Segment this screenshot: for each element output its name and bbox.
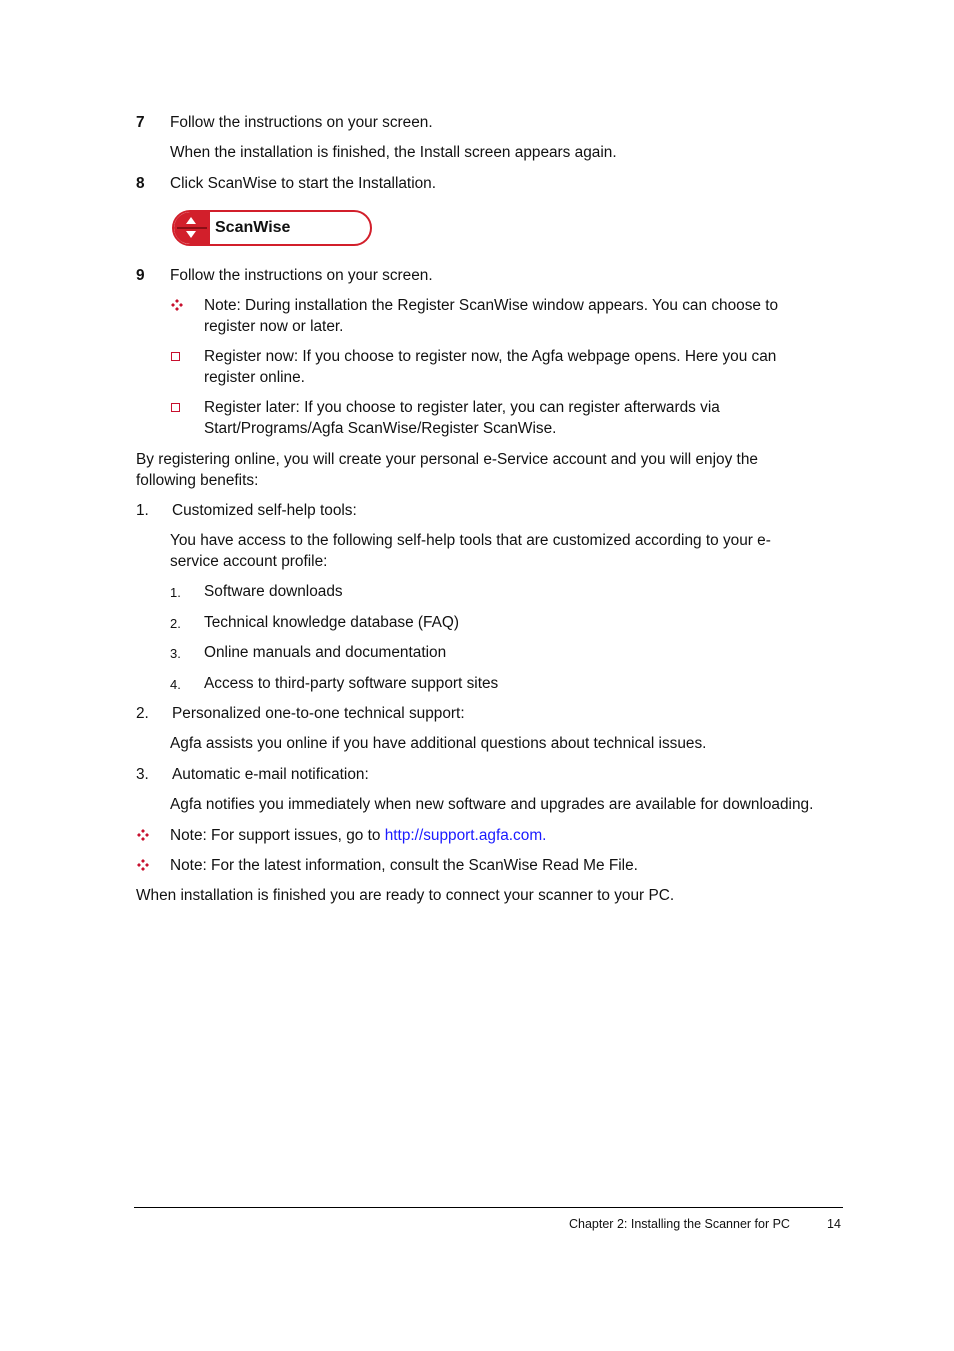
subitem-number: 4.: [170, 677, 181, 692]
note-line: Note: During installation the Register ScanWise window appears. You can choose to: [204, 297, 779, 314]
footer-chapter: Chapter 2: Installing the Scanner for PC: [569, 1217, 790, 1231]
footer-page-number: 14: [827, 1217, 841, 1231]
step-number: 9: [136, 267, 145, 284]
subitem-text: Access to third-party software support sites: [204, 675, 499, 692]
square-bullet-icon: [171, 352, 180, 361]
bullet-line: register online.: [204, 369, 305, 386]
subitem-number: 1.: [170, 585, 181, 600]
bullet-line: Register later: If you choose to register later, you can register afterwards via: [204, 399, 720, 416]
benefit-description: You have access to the following self-help tools that are customized according to your e-: [170, 532, 771, 549]
benefit-number: 3.: [136, 766, 149, 783]
square-bullet-icon: [171, 403, 180, 412]
benefit-number: 2.: [136, 705, 149, 722]
benefit-description: Agfa assists you online if you have additional questions about technical issues.: [170, 735, 707, 752]
bullet-line: Start/Programs/Agfa ScanWise/Register ScanWise.: [204, 420, 557, 437]
support-note: [170, 825, 546, 846]
scanwise-button-label: ScanWise: [215, 219, 291, 236]
support-note-suffix: .: [542, 827, 547, 844]
subitem-text: Software downloads: [204, 583, 343, 600]
subitem-text: Online manuals and documentation: [204, 644, 447, 661]
step-followup: When the installation is finished, the Install screen appears again.: [170, 144, 617, 161]
closing-paragraph: When installation is finished you are ready to connect your scanner to your PC.: [136, 887, 675, 904]
support-link[interactable]: http://support.agfa.com: [384, 827, 543, 844]
diamond-bullet-icon: [171, 299, 183, 311]
benefit-description: Agfa notifies you immediately when new software and upgrades are available for downloading.: [170, 796, 814, 813]
benefit-title: Automatic e-mail notification:: [172, 766, 369, 783]
subitem-number: 2.: [170, 616, 181, 631]
scanwise-arrows-icon: [174, 212, 210, 244]
benefit-description: service account profile:: [170, 553, 328, 570]
note-line: register now or later.: [204, 318, 344, 335]
support-note-prefix: Note: For support issues, go to: [170, 827, 385, 844]
footer-divider: [134, 1207, 843, 1208]
benefit-title: Customized self-help tools:: [172, 502, 357, 519]
bullet-line: Register now: If you choose to register now, the Agfa webpage opens. Here you can: [204, 348, 777, 365]
step-number: 8: [136, 175, 145, 192]
subitem-text: Technical knowledge database (FAQ): [204, 614, 459, 631]
step-text: Click ScanWise to start the Installation.: [170, 175, 437, 192]
benefit-number: 1.: [136, 502, 149, 519]
readme-note: Note: For the latest information, consult the ScanWise Read Me File.: [170, 857, 638, 874]
step-text: Follow the instructions on your screen.: [170, 267, 433, 284]
intro-paragraph: following benefits:: [136, 472, 259, 489]
step-text: Follow the instructions on your screen.: [170, 114, 433, 131]
benefit-title: Personalized one-to-one technical support:: [172, 705, 465, 722]
scanwise-button[interactable]: [172, 210, 372, 246]
diamond-bullet-icon: [137, 859, 149, 871]
diamond-bullet-icon: [137, 829, 149, 841]
subitem-number: 3.: [170, 646, 181, 661]
intro-paragraph: By registering online, you will create your personal e-Service account and you will enjoy the: [136, 451, 758, 468]
step-number: 7: [136, 114, 145, 131]
